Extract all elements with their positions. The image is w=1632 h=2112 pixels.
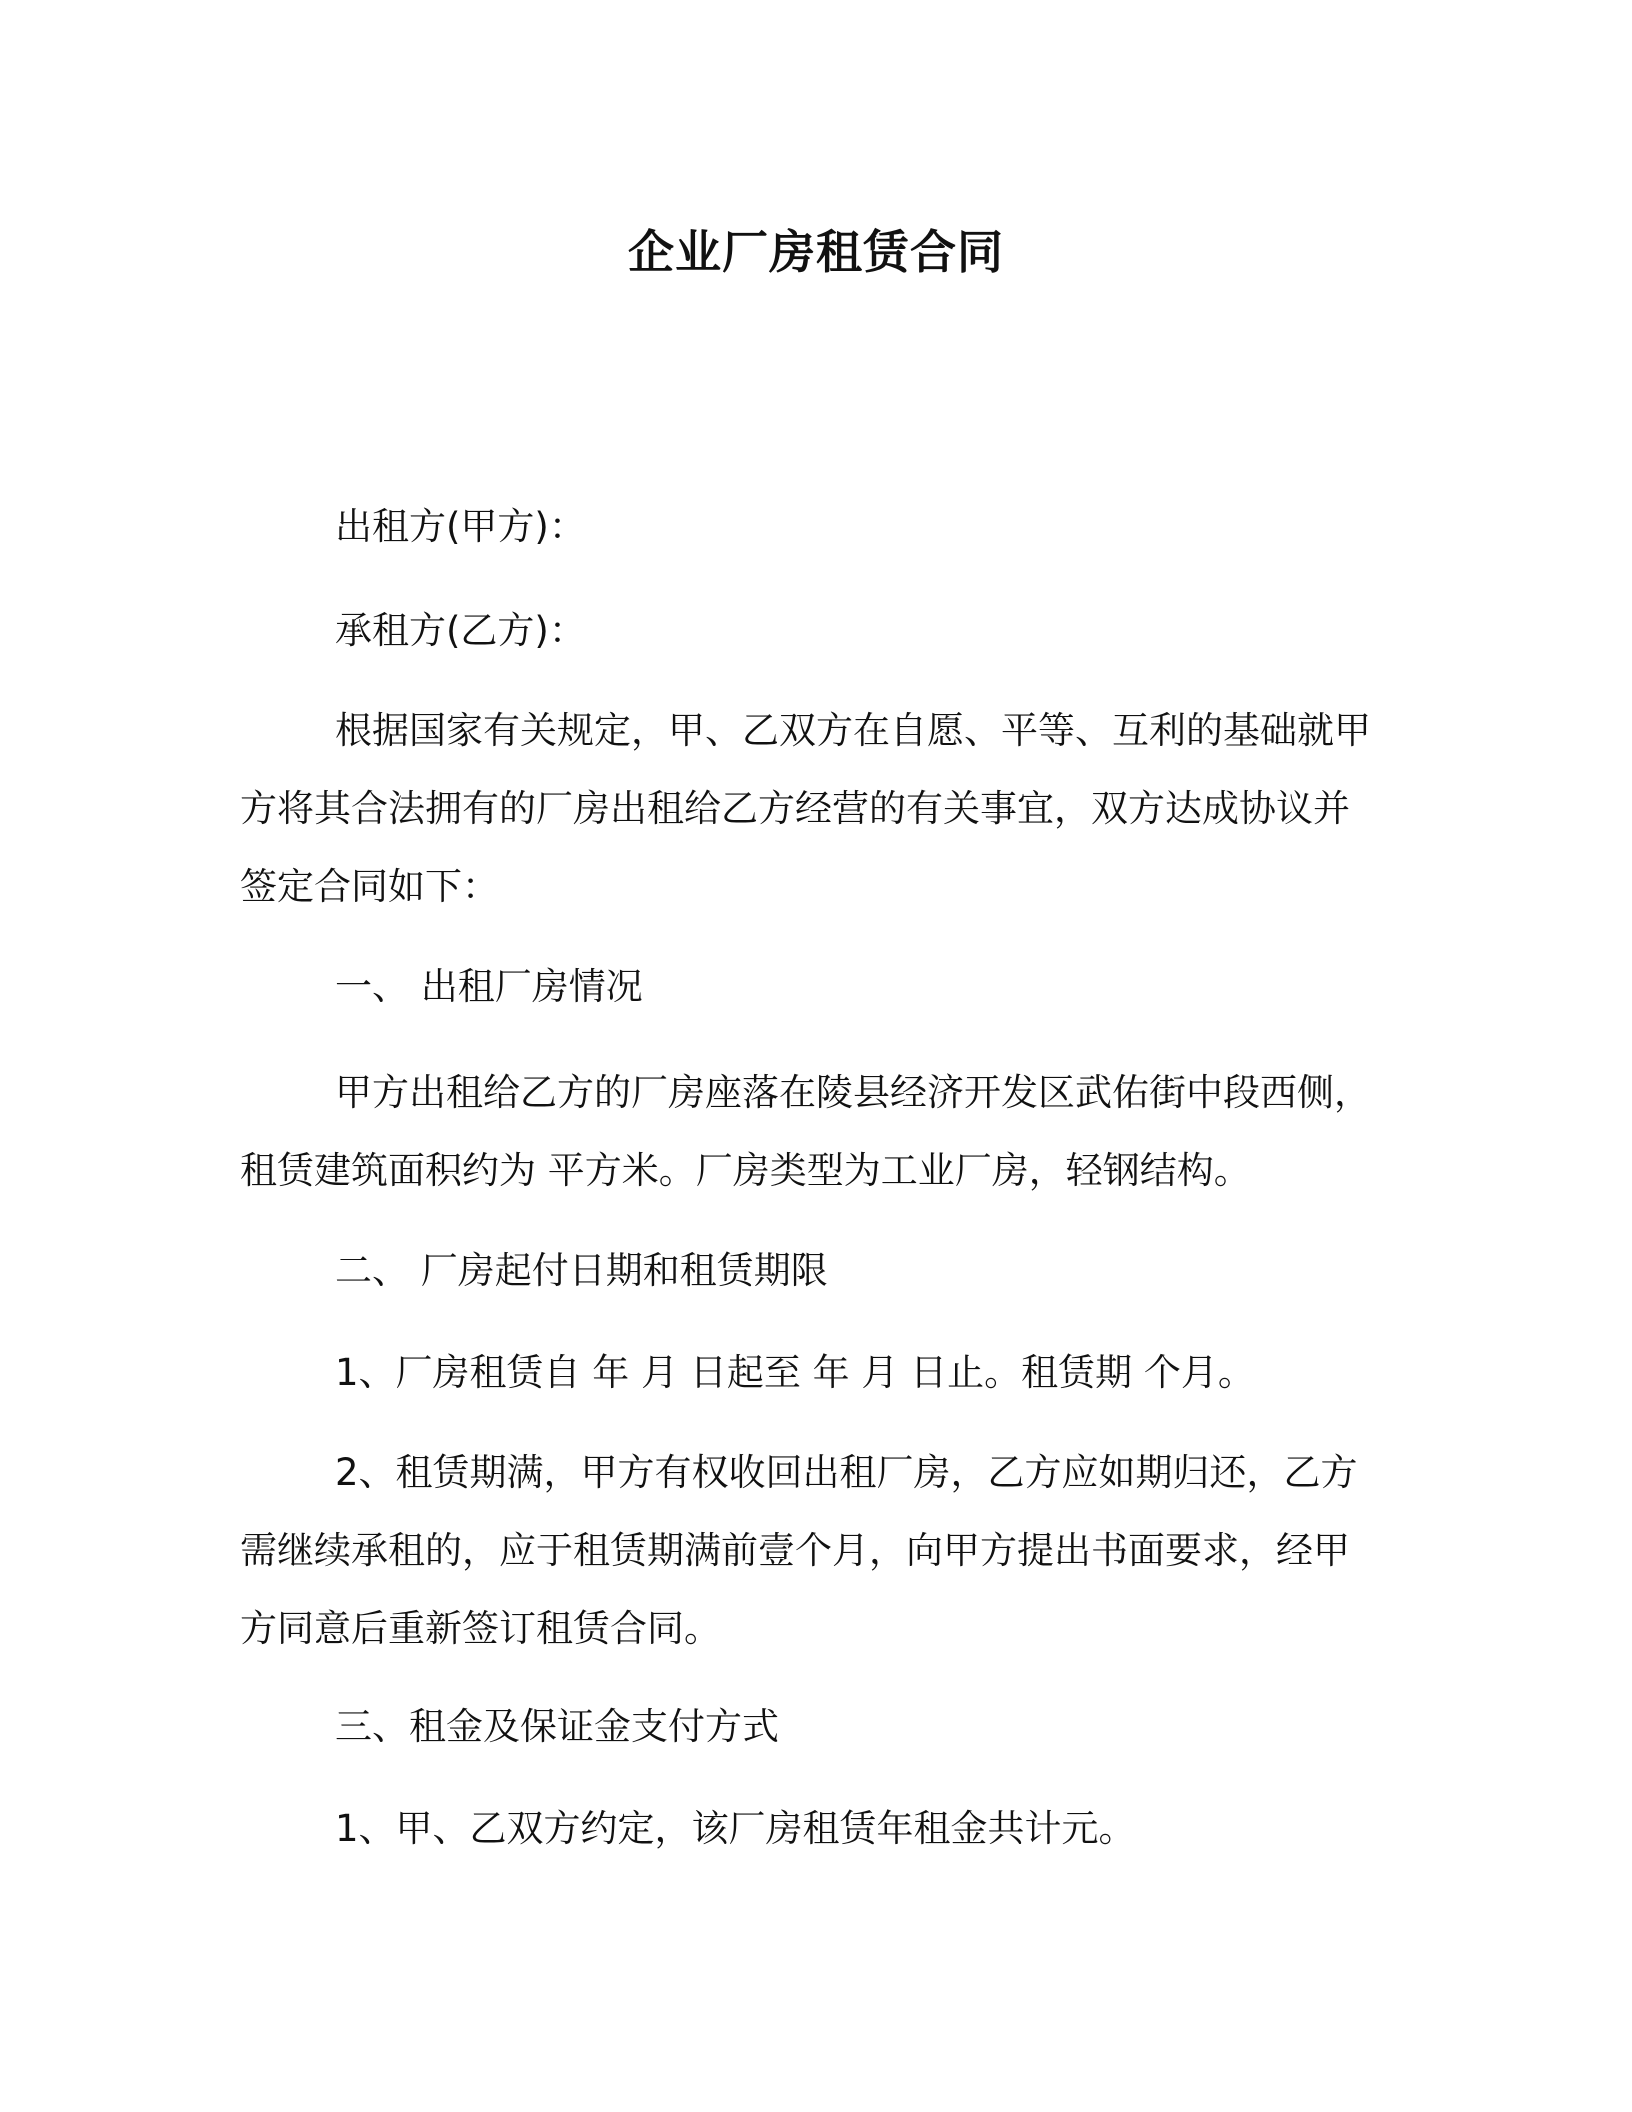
section2-item-1: 1、厂房租赁自 年 月 日起至 年 月 日止。租赁期 个月。 (335, 1351, 1255, 1394)
lessee-line: 承租方(乙方)： (335, 609, 586, 652)
section1-heading: 一、 出租厂房情况 (335, 965, 643, 1008)
section2-heading: 二、 厂房起付日期和租赁期限 (335, 1249, 828, 1292)
section2-item-2: 2、租赁期满，甲方有权收回出租厂房，乙方应如期归还，乙方需继续承租的，应于租赁期满前壹个月，向甲方提出书面要求，经甲方同意后重新签订租赁合同。 (240, 1451, 1358, 1650)
section3-heading: 三、租金及保证金支付方式 (335, 1705, 779, 1748)
section1-paragraph: 甲方出租给乙方的厂房座落在陵县经济开发区武佑街中段西侧，租赁建筑面积约为 平方米。厂房类型为工业厂房，轻钢结构。 (240, 1071, 1371, 1192)
document-title: 企业厂房租赁合同 (628, 225, 1004, 279)
section3-item-1: 1、甲、乙双方约定，该厂房租赁年租金共计元。 (335, 1807, 1136, 1850)
lessor-line: 出租方(甲方)： (335, 505, 586, 548)
intro-paragraph: 根据国家有关规定，甲、乙双方在自愿、平等、互利的基础就甲方将其合法拥有的厂房出租给乙方经营的有关事宜，双方达成协议并签定合同如下： (240, 709, 1371, 908)
